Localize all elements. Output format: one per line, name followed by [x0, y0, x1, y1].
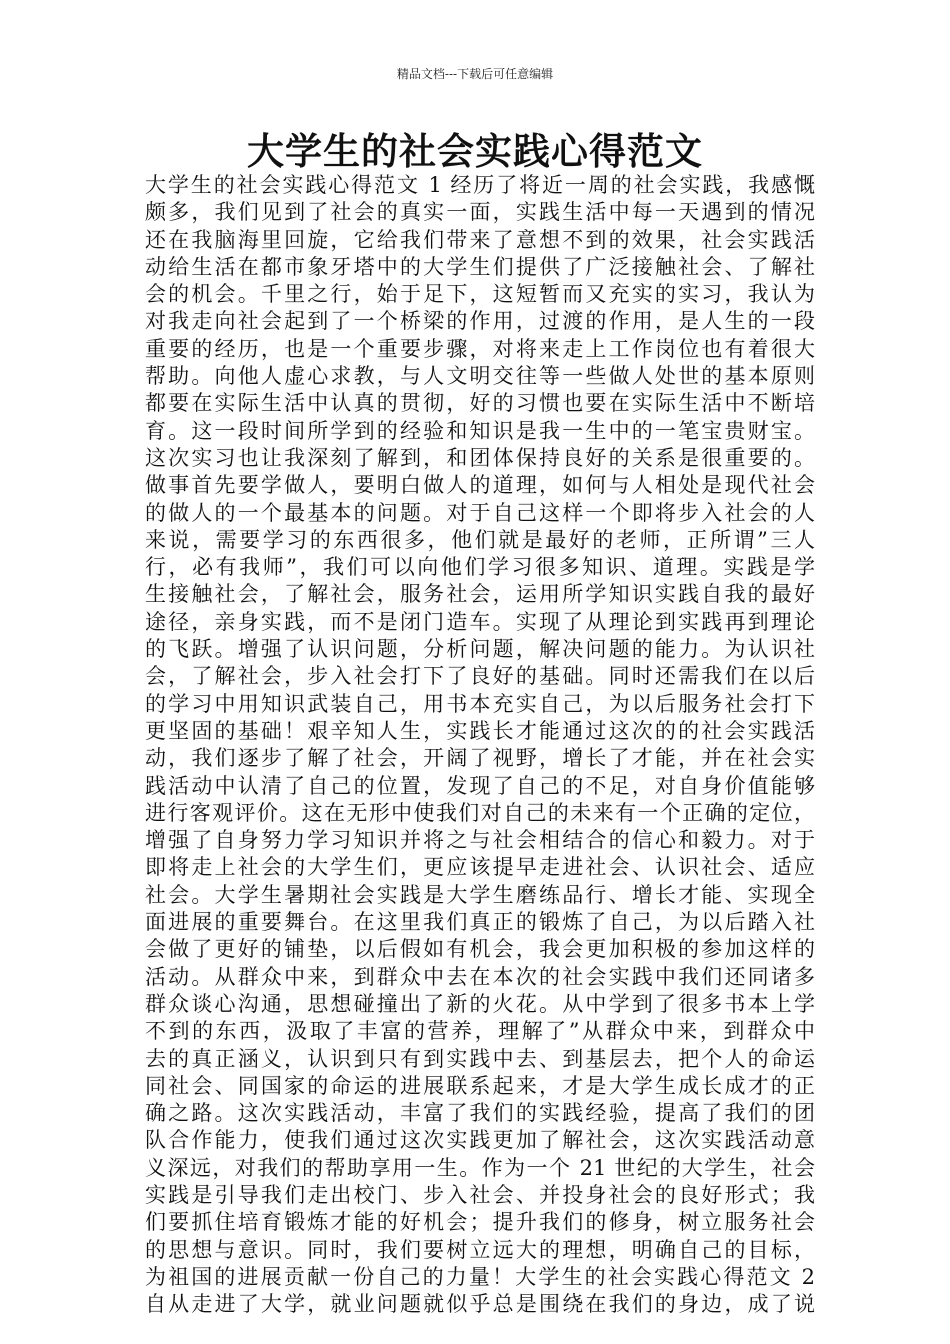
- body-line: 动，我们逐步了解了社会，开阔了视野，增长了才能，并在社会实: [145, 746, 815, 771]
- body-line: 的学习中用知识武装自己，用书本充实自己，为以后服务社会打下: [145, 691, 815, 716]
- body-line: 途径，亲身实践，而不是闭门造车。实现了从理论到实践再到理论: [145, 609, 815, 634]
- document-body: [145, 172, 815, 1318]
- body-line: 群众谈心沟通，思想碰撞出了新的火花。从中学到了很多书本上学: [145, 991, 815, 1016]
- body-line: 都要在实际生活中认真的贯彻，好的习惯也要在实际生活中不断培: [145, 391, 815, 416]
- body-line: 面进展的重要舞台。在这里我们真正的锻炼了自己，为以后踏入社: [145, 910, 815, 935]
- body-line: 会的机会。千里之行，始于足下，这短暂而又充实的实习，我认为: [145, 282, 815, 307]
- body-line: 会做了更好的铺垫，以后假如有机会，我会更加积极的参加这样的: [145, 937, 815, 962]
- body-line: 践活动中认清了自己的位置，发现了自己的不足，对自身价值能够: [145, 773, 815, 798]
- body-line: 社会。大学生暑期社会实践是大学生磨练品行、增长才能、实现全: [145, 882, 815, 907]
- body-line: 帮助。向他人虚心求教，与人文明交往等一些做人处世的基本原则: [145, 364, 815, 389]
- body-line: 同社会、同国家的命运的进展联系起来，才是大学生成长成才的正: [145, 1073, 815, 1098]
- body-line: 颇多，我们见到了社会的真实一面，实践生活中每一天遇到的情况: [145, 200, 815, 225]
- body-line: 即将走上社会的大学生们，更应该提早走进社会、认识社会、适应: [145, 855, 815, 880]
- body-line: 的飞跃。增强了认识问题，分析问题，解决问题的能力。为认识社: [145, 637, 815, 662]
- body-line: 队合作能力，使我们通过这次实践更加了解社会，这次实践活动意: [145, 1128, 815, 1153]
- body-line: 去的真正涵义，认识到只有到实践中去、到基层去，把个人的命运: [145, 1046, 815, 1071]
- document-title: 大学生的社会实践心得范文: [247, 129, 703, 173]
- body-line: 自从走进了大学，就业问题就似乎总是围绕在我们的身边，成了说: [145, 1292, 815, 1317]
- body-line: 大学生的社会实践心得范文 1 经历了将近一周的社会实践，我感慨: [145, 173, 815, 197]
- body-line: 为祖国的进展贡献一份自己的力量！大学生的社会实践心得范文 2: [145, 1264, 815, 1289]
- body-line: 育。这一段时间所学到的经验和知识是我一生中的一笔宝贵财宝。: [145, 418, 815, 443]
- body-line: 活动。从群众中来，到群众中去在本次的社会实践中我们还同诸多: [145, 964, 815, 989]
- body-line: 对我走向社会起到了一个桥梁的作用，过渡的作用，是人生的一段: [145, 309, 815, 334]
- body-line: 义深远，对我们的帮助享用一生。作为一个 21 世纪的大学生，社会: [145, 1155, 815, 1180]
- body-line: 实践是引导我们走出校门、步入社会、并投身社会的良好形式；我: [145, 1182, 815, 1207]
- body-line: 进行客观评价。这在无形中使我们对自己的未来有一个正确的定位，: [145, 800, 815, 825]
- body-line: 的做人的一个最基本的问题。对于自己这样一个即将步入社会的人: [145, 500, 815, 525]
- body-line: 做事首先要学做人，要明白做人的道理，如何与人相处是现代社会: [145, 473, 815, 498]
- body-line: 还在我脑海里回旋，它给我们带来了意想不到的效果，社会实践活: [145, 227, 815, 252]
- body-line: 生接触社会，了解社会，服务社会，运用所学知识实践自我的最好: [145, 582, 815, 607]
- page-header: 精品文档---下载后可任意编辑: [396, 67, 554, 81]
- body-line: 会，了解社会，步入社会打下了良好的基础。同时还需我们在以后: [145, 664, 815, 689]
- body-line: 增强了自身努力学习知识并将之与社会相结合的信心和毅力。对于: [145, 828, 815, 853]
- body-line: 这次实习也让我深刻了解到，和团体保持良好的关系是很重要的。: [145, 445, 815, 470]
- body-line: 行，必有我师”，我们可以向他们学习很多知识、道理。实践是学: [145, 555, 815, 580]
- body-line: 不到的东西，汲取了丰富的营养，理解了”从群众中来，到群众中: [145, 1019, 815, 1044]
- body-line: 重要的经历，也是一个重要步骤，对将来走上工作岗位也有着很大: [145, 336, 815, 361]
- body-line: 动给生活在都市象牙塔中的大学生们提供了广泛接触社会、了解社: [145, 254, 815, 279]
- body-line: 来说，需要学习的东西很多，他们就是最好的老师，正所谓”三人: [145, 527, 815, 552]
- body-line: 的思想与意识。同时，我们要树立远大的理想，明确自己的目标，: [145, 1237, 815, 1262]
- body-line: 更坚固的基础！艰辛知人生，实践长才能通过这次的的社会实践活: [145, 718, 815, 743]
- body-line: 们要抓住培育锻炼才能的好机会；提升我们的修身，树立服务社会: [145, 1210, 815, 1235]
- body-line: 确之路。这次实践活动，丰富了我们的实践经验，提高了我们的团: [145, 1101, 815, 1126]
